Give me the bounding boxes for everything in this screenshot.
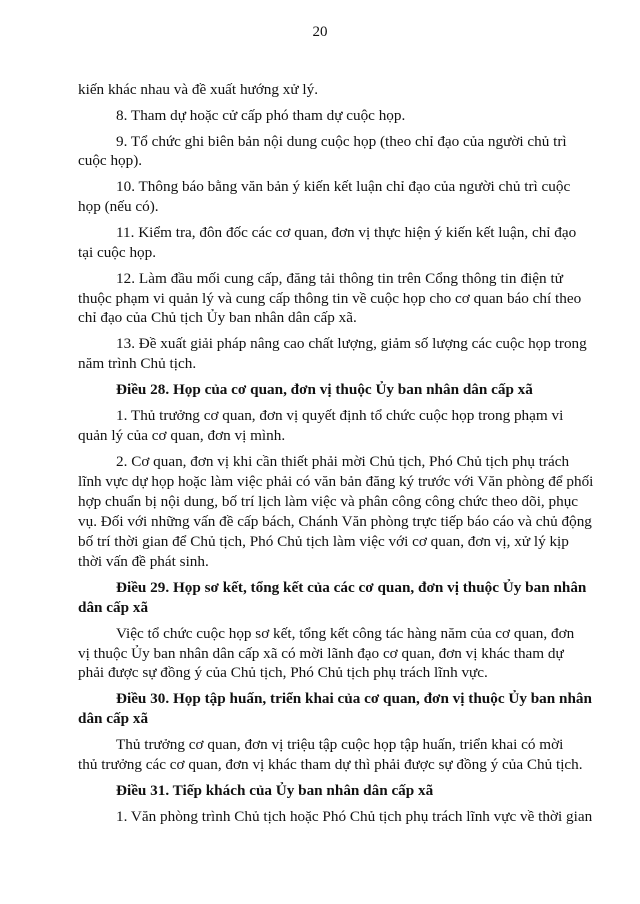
- text-line: thuộc phạm vi quản lý và cung cấp thông tin về cuộc họp cho cơ quan báo chí theo: [78, 290, 582, 307]
- page-number: 20: [312, 24, 328, 40]
- text-line: cuộc họp).: [78, 152, 143, 169]
- text-line: 11. Kiểm tra, đôn đốc các cơ quan, đơn vị thực hiện ý kiến kết luận, chỉ đạo: [116, 224, 577, 241]
- text-line: 1. Văn phòng trình Chủ tịch hoặc Phó Chủ tịch phụ trách lĩnh vực về thời gian: [116, 808, 593, 825]
- text-line: phải được sự đồng ý của Chủ tịch, Phó Chủ tịch phụ trách lĩnh vực.: [78, 664, 488, 681]
- text-line: thời vấn đề phát sinh.: [78, 553, 209, 570]
- text-line: hợp chuẩn bị nội dung, bố trí lịch làm việc và phân công công chức theo dõi, phục: [78, 493, 579, 510]
- article-heading: Điều 29. Họp sơ kết, tổng kết của các cơ quan, đơn vị thuộc Ủy ban nhân: [116, 579, 587, 596]
- text-line: chỉ đạo của Chủ tịch Ủy ban nhân dân cấp xã.: [78, 309, 357, 326]
- text-line: 8. Tham dự hoặc cử cấp phó tham dự cuộc họp.: [116, 107, 406, 124]
- text-line: bố trí thời gian để Chủ tịch, Phó Chủ tịch làm việc với cơ quan, đơn vị, xử lý kịp: [78, 533, 569, 550]
- text-line: 12. Làm đầu mối cung cấp, đăng tải thông tin trên Cổng thông tin điện tử: [116, 270, 563, 287]
- text-line: kiến khác nhau và đề xuất hướng xử lý.: [78, 81, 319, 98]
- text-line: thủ trưởng các cơ quan, đơn vị khác tham dự thì phải được sự đồng ý của Chủ tịch.: [78, 756, 583, 773]
- text-line: 1. Thủ trưởng cơ quan, đơn vị quyết định tổ chức cuộc họp trong phạm vi: [116, 407, 564, 424]
- text-line: họp (nếu có).: [78, 198, 159, 215]
- text-line: lĩnh vực dự họp hoặc làm việc phải có văn bản đăng ký trước với Văn phòng để phối: [78, 473, 594, 490]
- text-line: Việc tổ chức cuộc họp sơ kết, tổng kết công tác hàng năm của cơ quan, đơn: [116, 625, 575, 642]
- text-line: năm trình Chủ tịch.: [78, 355, 197, 372]
- article-heading: Điều 31. Tiếp khách của Ủy ban nhân dân cấp xã: [116, 782, 434, 799]
- article-heading: dân cấp xã: [78, 710, 149, 727]
- text-line: quản lý của cơ quan, đơn vị mình.: [78, 427, 286, 444]
- article-heading: Điều 28. Họp của cơ quan, đơn vị thuộc Ủy ban nhân dân cấp xã: [116, 381, 533, 398]
- text-line: vị thuộc Ủy ban nhân dân cấp xã có mời lãnh đạo cơ quan, đơn vị khác tham dự: [78, 645, 564, 662]
- text-line: vụ. Đối với những vấn đề cấp bách, Chánh Văn phòng trực tiếp báo cáo và chủ động: [78, 513, 592, 530]
- article-heading: Điều 30. Họp tập huấn, triển khai của cơ quan, đơn vị thuộc Ủy ban nhân: [116, 690, 592, 707]
- text-line: 9. Tổ chức ghi biên bản nội dung cuộc họp (theo chỉ đạo của người chủ trì: [116, 133, 567, 150]
- text-line: Thủ trưởng cơ quan, đơn vị triệu tập cuộc họp tập huấn, triển khai có mời: [116, 736, 564, 753]
- text-line: 2. Cơ quan, đơn vị khi cần thiết phải mời Chủ tịch, Phó Chủ tịch phụ trách: [116, 453, 570, 470]
- text-line: tại cuộc họp.: [78, 244, 157, 261]
- text-line: 13. Đề xuất giải pháp nâng cao chất lượng, giảm số lượng các cuộc họp trong: [116, 335, 587, 352]
- article-heading: dân cấp xã: [78, 599, 149, 616]
- text-line: 10. Thông báo bằng văn bản ý kiến kết luận chỉ đạo của người chủ trì cuộc: [116, 178, 571, 195]
